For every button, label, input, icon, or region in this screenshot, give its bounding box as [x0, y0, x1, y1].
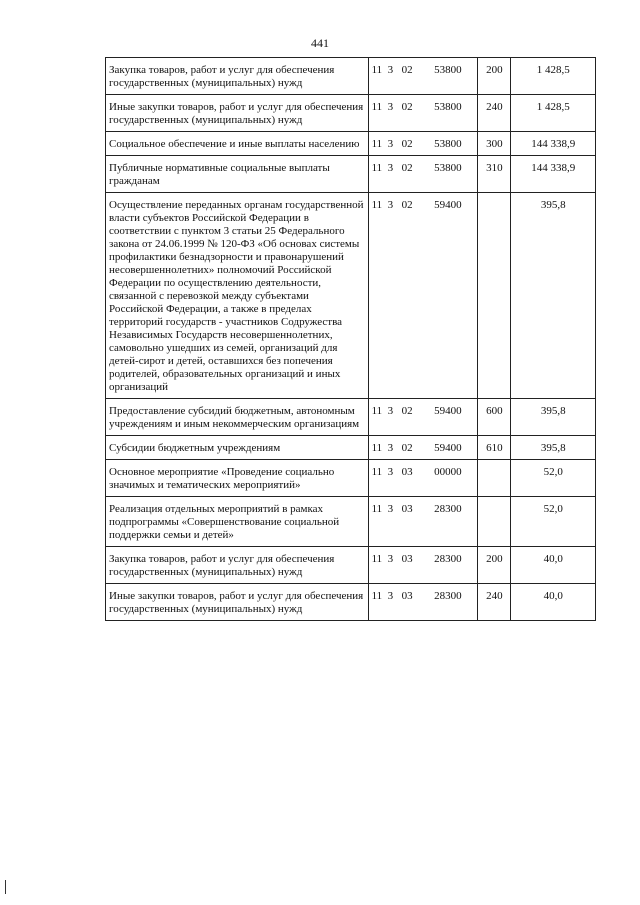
section-code: 11: [371, 138, 383, 150]
amount: 40,0: [511, 584, 596, 621]
section-code: 11: [371, 553, 383, 565]
classification-codes: [368, 460, 478, 497]
expense-name: Социальное обеспечение и иные выплаты населению: [106, 132, 369, 156]
direction-code: 59400: [434, 405, 462, 417]
budget-table: [105, 57, 596, 621]
subsection-code: 3: [387, 199, 394, 211]
page-number: 441: [311, 36, 329, 50]
section-code: 11: [371, 405, 383, 417]
classification-codes: [368, 497, 478, 547]
expense-name: Иные закупки товаров, работ и услуг для обеспечения государственных (муниципальных) нужд: [106, 584, 369, 621]
classification-codes: [368, 436, 478, 460]
table-row: [106, 95, 596, 132]
classification-codes: [368, 132, 478, 156]
section-code: 11: [371, 466, 383, 478]
table-row: [106, 156, 596, 193]
amount: 52,0: [511, 460, 596, 497]
program-code: 03: [401, 503, 413, 515]
expense-type-code: 200: [478, 58, 511, 95]
table-row: [106, 58, 596, 95]
subsection-code: 3: [387, 405, 394, 417]
table-row: [106, 132, 596, 156]
amount: 52,0: [511, 497, 596, 547]
table-row: [106, 436, 596, 460]
program-code: 02: [401, 138, 413, 150]
program-code: 03: [401, 590, 413, 602]
expense-type-code: 240: [478, 95, 511, 132]
section-code: 11: [371, 503, 383, 515]
amount: 144 338,9: [511, 156, 596, 193]
table-row: [106, 399, 596, 436]
expense-type-code: 200: [478, 547, 511, 584]
margin-mark: [5, 880, 9, 894]
amount: 1 428,5: [511, 95, 596, 132]
expense-name: Осуществление переданных органам государственной власти субъектов Российской Федерации в соответствии с пунктом 3 статьи 25 Федерального закона от 24.06.1999 № 120-ФЗ «Об основах системы профилактики безнадзорности и правонарушений несовершеннолетних» полномочий Российской Федерации по осуществлению деятельности, связанной с перевозкой между субъектами Российской Федерации, а также в пределах территорий государств - участников Содружества Независимых Государств несовершеннолетних, самовольно ушедших из семей, организаций для детей-сирот и детей, оставшихся без попечения родителей, образовательных организаций и иных организаций: [106, 193, 369, 399]
section-code: 11: [371, 590, 383, 602]
expense-name: Закупка товаров, работ и услуг для обеспечения государственных (муниципальных) нужд: [106, 547, 369, 584]
expense-type-code: 600: [478, 399, 511, 436]
expense-type-code: 610: [478, 436, 511, 460]
amount: 144 338,9: [511, 132, 596, 156]
direction-code: 53800: [434, 138, 462, 150]
expense-name: Реализация отдельных мероприятий в рамках подпрограммы «Совершенствование социальной поддержки семьи и детей»: [106, 497, 369, 547]
amount: 1 428,5: [511, 58, 596, 95]
expense-type-code: [478, 497, 511, 547]
direction-code: 28300: [434, 503, 462, 515]
subsection-code: 3: [387, 162, 394, 174]
direction-code: 53800: [434, 162, 462, 174]
direction-code: 59400: [434, 199, 462, 211]
section-code: 11: [371, 64, 383, 76]
expense-type-code: 310: [478, 156, 511, 193]
subsection-code: 3: [387, 590, 394, 602]
amount: 395,8: [511, 399, 596, 436]
subsection-code: 3: [387, 64, 394, 76]
subsection-code: 3: [387, 503, 394, 515]
table-row: [106, 547, 596, 584]
subsection-code: 3: [387, 138, 394, 150]
expense-type-code: 240: [478, 584, 511, 621]
program-code: 02: [401, 405, 413, 417]
table-row: [106, 193, 596, 399]
subsection-code: 3: [387, 101, 394, 113]
table-row: [106, 584, 596, 621]
classification-codes: [368, 58, 478, 95]
classification-codes: [368, 547, 478, 584]
direction-code: 53800: [434, 101, 462, 113]
program-code: 02: [401, 101, 413, 113]
section-code: 11: [371, 162, 383, 174]
program-code: 03: [401, 466, 413, 478]
section-code: 11: [371, 199, 383, 211]
classification-codes: [368, 156, 478, 193]
direction-code: 53800: [434, 64, 462, 76]
amount: 395,8: [511, 436, 596, 460]
direction-code: 00000: [434, 466, 462, 478]
classification-codes: [368, 399, 478, 436]
table-row: [106, 497, 596, 547]
program-code: 02: [401, 442, 413, 454]
program-code: 03: [401, 553, 413, 565]
expense-name: Публичные нормативные социальные выплаты гражданам: [106, 156, 369, 193]
expense-name: Субсидии бюджетным учреждениям: [106, 436, 369, 460]
section-code: 11: [371, 442, 383, 454]
classification-codes: [368, 193, 478, 399]
direction-code: 28300: [434, 590, 462, 602]
direction-code: 59400: [434, 442, 462, 454]
classification-codes: [368, 95, 478, 132]
section-code: 11: [371, 101, 383, 113]
classification-codes: [368, 584, 478, 621]
program-code: 02: [401, 199, 413, 211]
expense-name: Закупка товаров, работ и услуг для обеспечения государственных (муниципальных) нужд: [106, 58, 369, 95]
amount: 40,0: [511, 547, 596, 584]
program-code: 02: [401, 162, 413, 174]
expense-type-code: [478, 193, 511, 399]
subsection-code: 3: [387, 466, 394, 478]
expense-name: Иные закупки товаров, работ и услуг для обеспечения государственных (муниципальных) нужд: [106, 95, 369, 132]
expense-type-code: [478, 460, 511, 497]
amount: 395,8: [511, 193, 596, 399]
table-row: [106, 460, 596, 497]
expense-type-code: 300: [478, 132, 511, 156]
direction-code: 28300: [434, 553, 462, 565]
subsection-code: 3: [387, 553, 394, 565]
subsection-code: 3: [387, 442, 394, 454]
expense-name: Предоставление субсидий бюджетным, автономным учреждениям и иным некоммерческим организациям: [106, 399, 369, 436]
expense-name: Основное мероприятие «Проведение социально значимых и тематических мероприятий»: [106, 460, 369, 497]
program-code: 02: [401, 64, 413, 76]
